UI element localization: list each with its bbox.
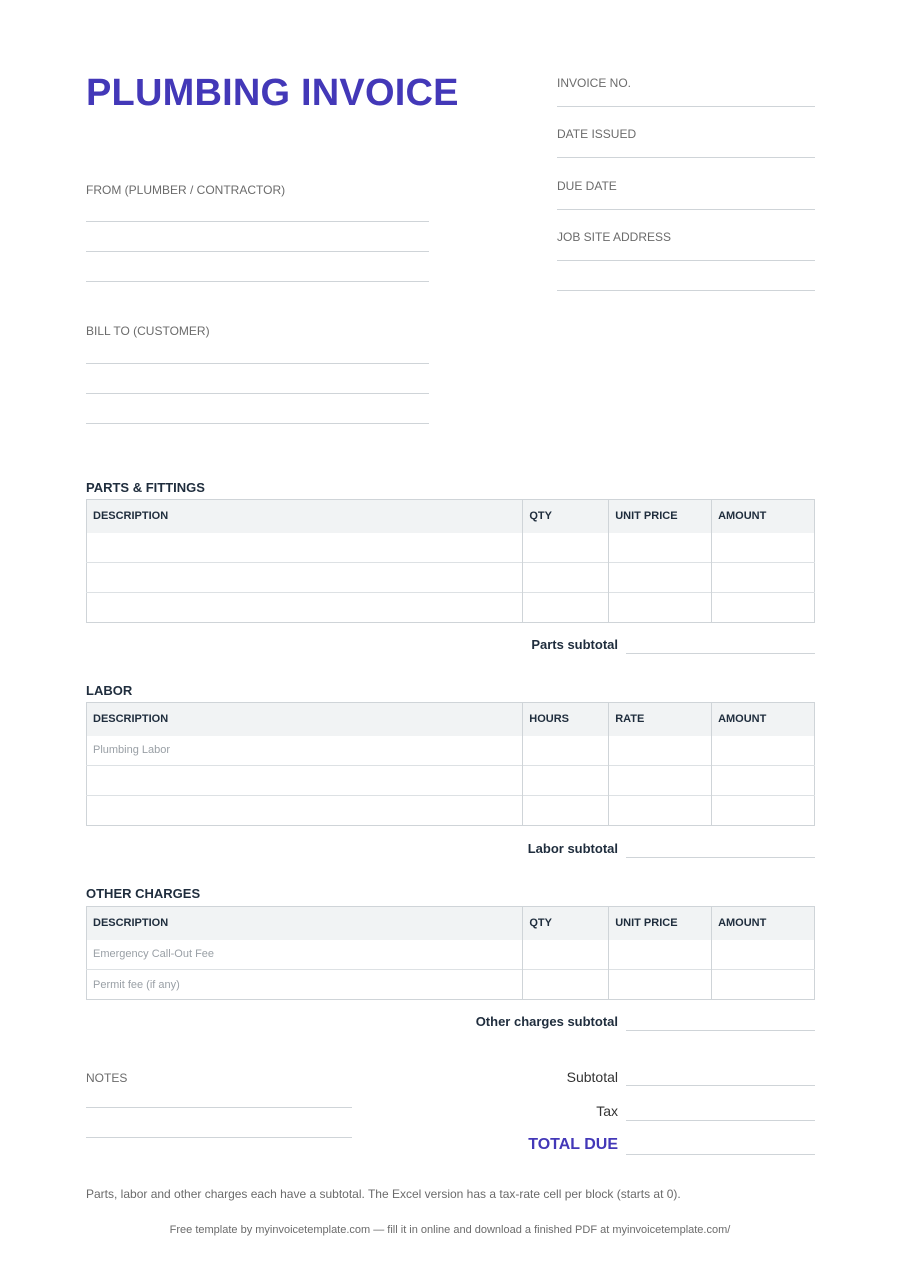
table-cell[interactable]	[609, 970, 712, 1000]
column-header: AMOUNT	[712, 500, 815, 533]
table-cell[interactable]	[523, 593, 609, 623]
from-field-line-3[interactable]	[86, 281, 429, 282]
table-cell[interactable]	[712, 970, 815, 1000]
column-header: AMOUNT	[712, 907, 815, 940]
bill-to-field-line-1[interactable]	[86, 363, 429, 364]
other-charges-section-title: OTHER CHARGES	[86, 886, 201, 901]
column-header: DESCRIPTION	[87, 907, 523, 940]
table-cell[interactable]	[712, 796, 815, 826]
column-header: QTY	[523, 907, 609, 940]
table-header-row	[87, 703, 815, 736]
parts-subtotal-label: Parts subtotal	[531, 637, 618, 652]
table-cell[interactable]: Plumbing Labor	[93, 744, 171, 757]
column-header: DESCRIPTION	[87, 500, 523, 533]
table-cell[interactable]	[87, 563, 523, 593]
table-cell[interactable]	[609, 593, 712, 623]
table-cell[interactable]	[609, 563, 712, 593]
due-date-label: DUE DATE	[557, 179, 617, 193]
table-row	[87, 970, 815, 1000]
from-field-line-1[interactable]	[86, 221, 429, 222]
total-due-field[interactable]	[626, 1154, 815, 1155]
table-row	[87, 736, 815, 766]
invoice-no-field[interactable]	[557, 106, 815, 107]
notes-field-line-2[interactable]	[86, 1137, 352, 1138]
due-date-field[interactable]	[557, 209, 815, 210]
table-cell[interactable]	[712, 563, 815, 593]
bill-to-label: BILL TO (CUSTOMER)	[86, 324, 210, 338]
table-row	[87, 766, 815, 796]
labor-subtotal-label: Labor subtotal	[527, 841, 618, 856]
table-row	[87, 940, 815, 970]
parts-section-title: PARTS & FITTINGS	[86, 480, 205, 495]
table-row	[87, 796, 815, 826]
table-header-row	[87, 500, 815, 533]
invoice-title: PLUMBING INVOICE	[86, 72, 459, 114]
bill-to-field-line-3[interactable]	[86, 423, 429, 424]
labor-subtotal-field[interactable]	[626, 857, 815, 858]
table-cell[interactable]	[523, 736, 609, 766]
table-cell[interactable]	[87, 533, 523, 563]
from-field-line-2[interactable]	[86, 251, 429, 252]
date-issued-label: DATE ISSUED	[557, 127, 637, 141]
table-header-row	[87, 907, 815, 940]
parts-subtotal-field[interactable]	[626, 653, 815, 654]
bill-to-field-line-2[interactable]	[86, 393, 429, 394]
table-cell[interactable]	[87, 796, 523, 826]
total-due-label: TOTAL DUE	[528, 1136, 618, 1153]
column-header: QTY	[523, 500, 609, 533]
table-cell[interactable]	[523, 970, 609, 1000]
table-row	[87, 563, 815, 593]
column-header: UNIT PRICE	[609, 907, 712, 940]
table-cell[interactable]	[87, 593, 523, 623]
notes-label: NOTES	[86, 1071, 128, 1085]
table-row	[87, 593, 815, 623]
table-cell[interactable]	[712, 766, 815, 796]
table-cell[interactable]	[712, 593, 815, 623]
tax-label: Tax	[596, 1103, 618, 1119]
table-cell[interactable]	[87, 766, 523, 796]
subtotal-label: Subtotal	[566, 1069, 618, 1085]
column-header: HOURS	[523, 703, 609, 736]
table-row	[87, 533, 815, 563]
footer-text: Free template by myinvoicetemplate.com — fill it in online and download a finished PDF at myinvoicetemplate.com/	[169, 1224, 731, 1236]
column-header: DESCRIPTION	[87, 703, 523, 736]
date-issued-field[interactable]	[557, 157, 815, 158]
table-cell[interactable]	[712, 736, 815, 766]
notes-field-line-1[interactable]	[86, 1107, 352, 1108]
table-cell[interactable]	[523, 940, 609, 970]
table-cell[interactable]	[523, 766, 609, 796]
table-cell[interactable]	[609, 940, 712, 970]
other-charges-subtotal-label: Other charges subtotal	[475, 1014, 618, 1029]
subtotal-field[interactable]	[626, 1085, 815, 1086]
other-charges-table	[86, 906, 815, 1000]
other-charges-subtotal-field[interactable]	[626, 1030, 815, 1031]
column-header: AMOUNT	[712, 703, 815, 736]
tax-field[interactable]	[626, 1120, 815, 1121]
job-site-field-line-1[interactable]	[557, 260, 815, 261]
table-cell[interactable]	[523, 533, 609, 563]
table-cell[interactable]	[712, 940, 815, 970]
labor-table	[86, 702, 815, 826]
table-cell[interactable]	[609, 736, 712, 766]
parts-table	[86, 499, 815, 623]
column-header: UNIT PRICE	[609, 500, 712, 533]
table-cell[interactable]	[609, 796, 712, 826]
labor-section-title: LABOR	[86, 683, 133, 698]
table-cell[interactable]	[523, 796, 609, 826]
table-cell[interactable]	[609, 766, 712, 796]
template-note: Parts, labor and other charges each have a subtotal. The Excel version has a tax-rate cell per block (starts at 0).	[86, 1187, 681, 1201]
job-site-label: JOB SITE ADDRESS	[557, 230, 672, 244]
table-cell[interactable]	[523, 563, 609, 593]
table-cell[interactable]: Permit fee (if any)	[87, 970, 523, 1000]
job-site-field-line-2[interactable]	[557, 290, 815, 291]
table-cell[interactable]	[712, 533, 815, 563]
invoice-no-label: INVOICE NO.	[557, 76, 632, 90]
table-cell[interactable]	[609, 533, 712, 563]
table-cell[interactable]: Emergency Call-Out Fee	[93, 948, 215, 961]
from-label: FROM (PLUMBER / CONTRACTOR)	[86, 183, 286, 197]
column-header: RATE	[609, 703, 712, 736]
